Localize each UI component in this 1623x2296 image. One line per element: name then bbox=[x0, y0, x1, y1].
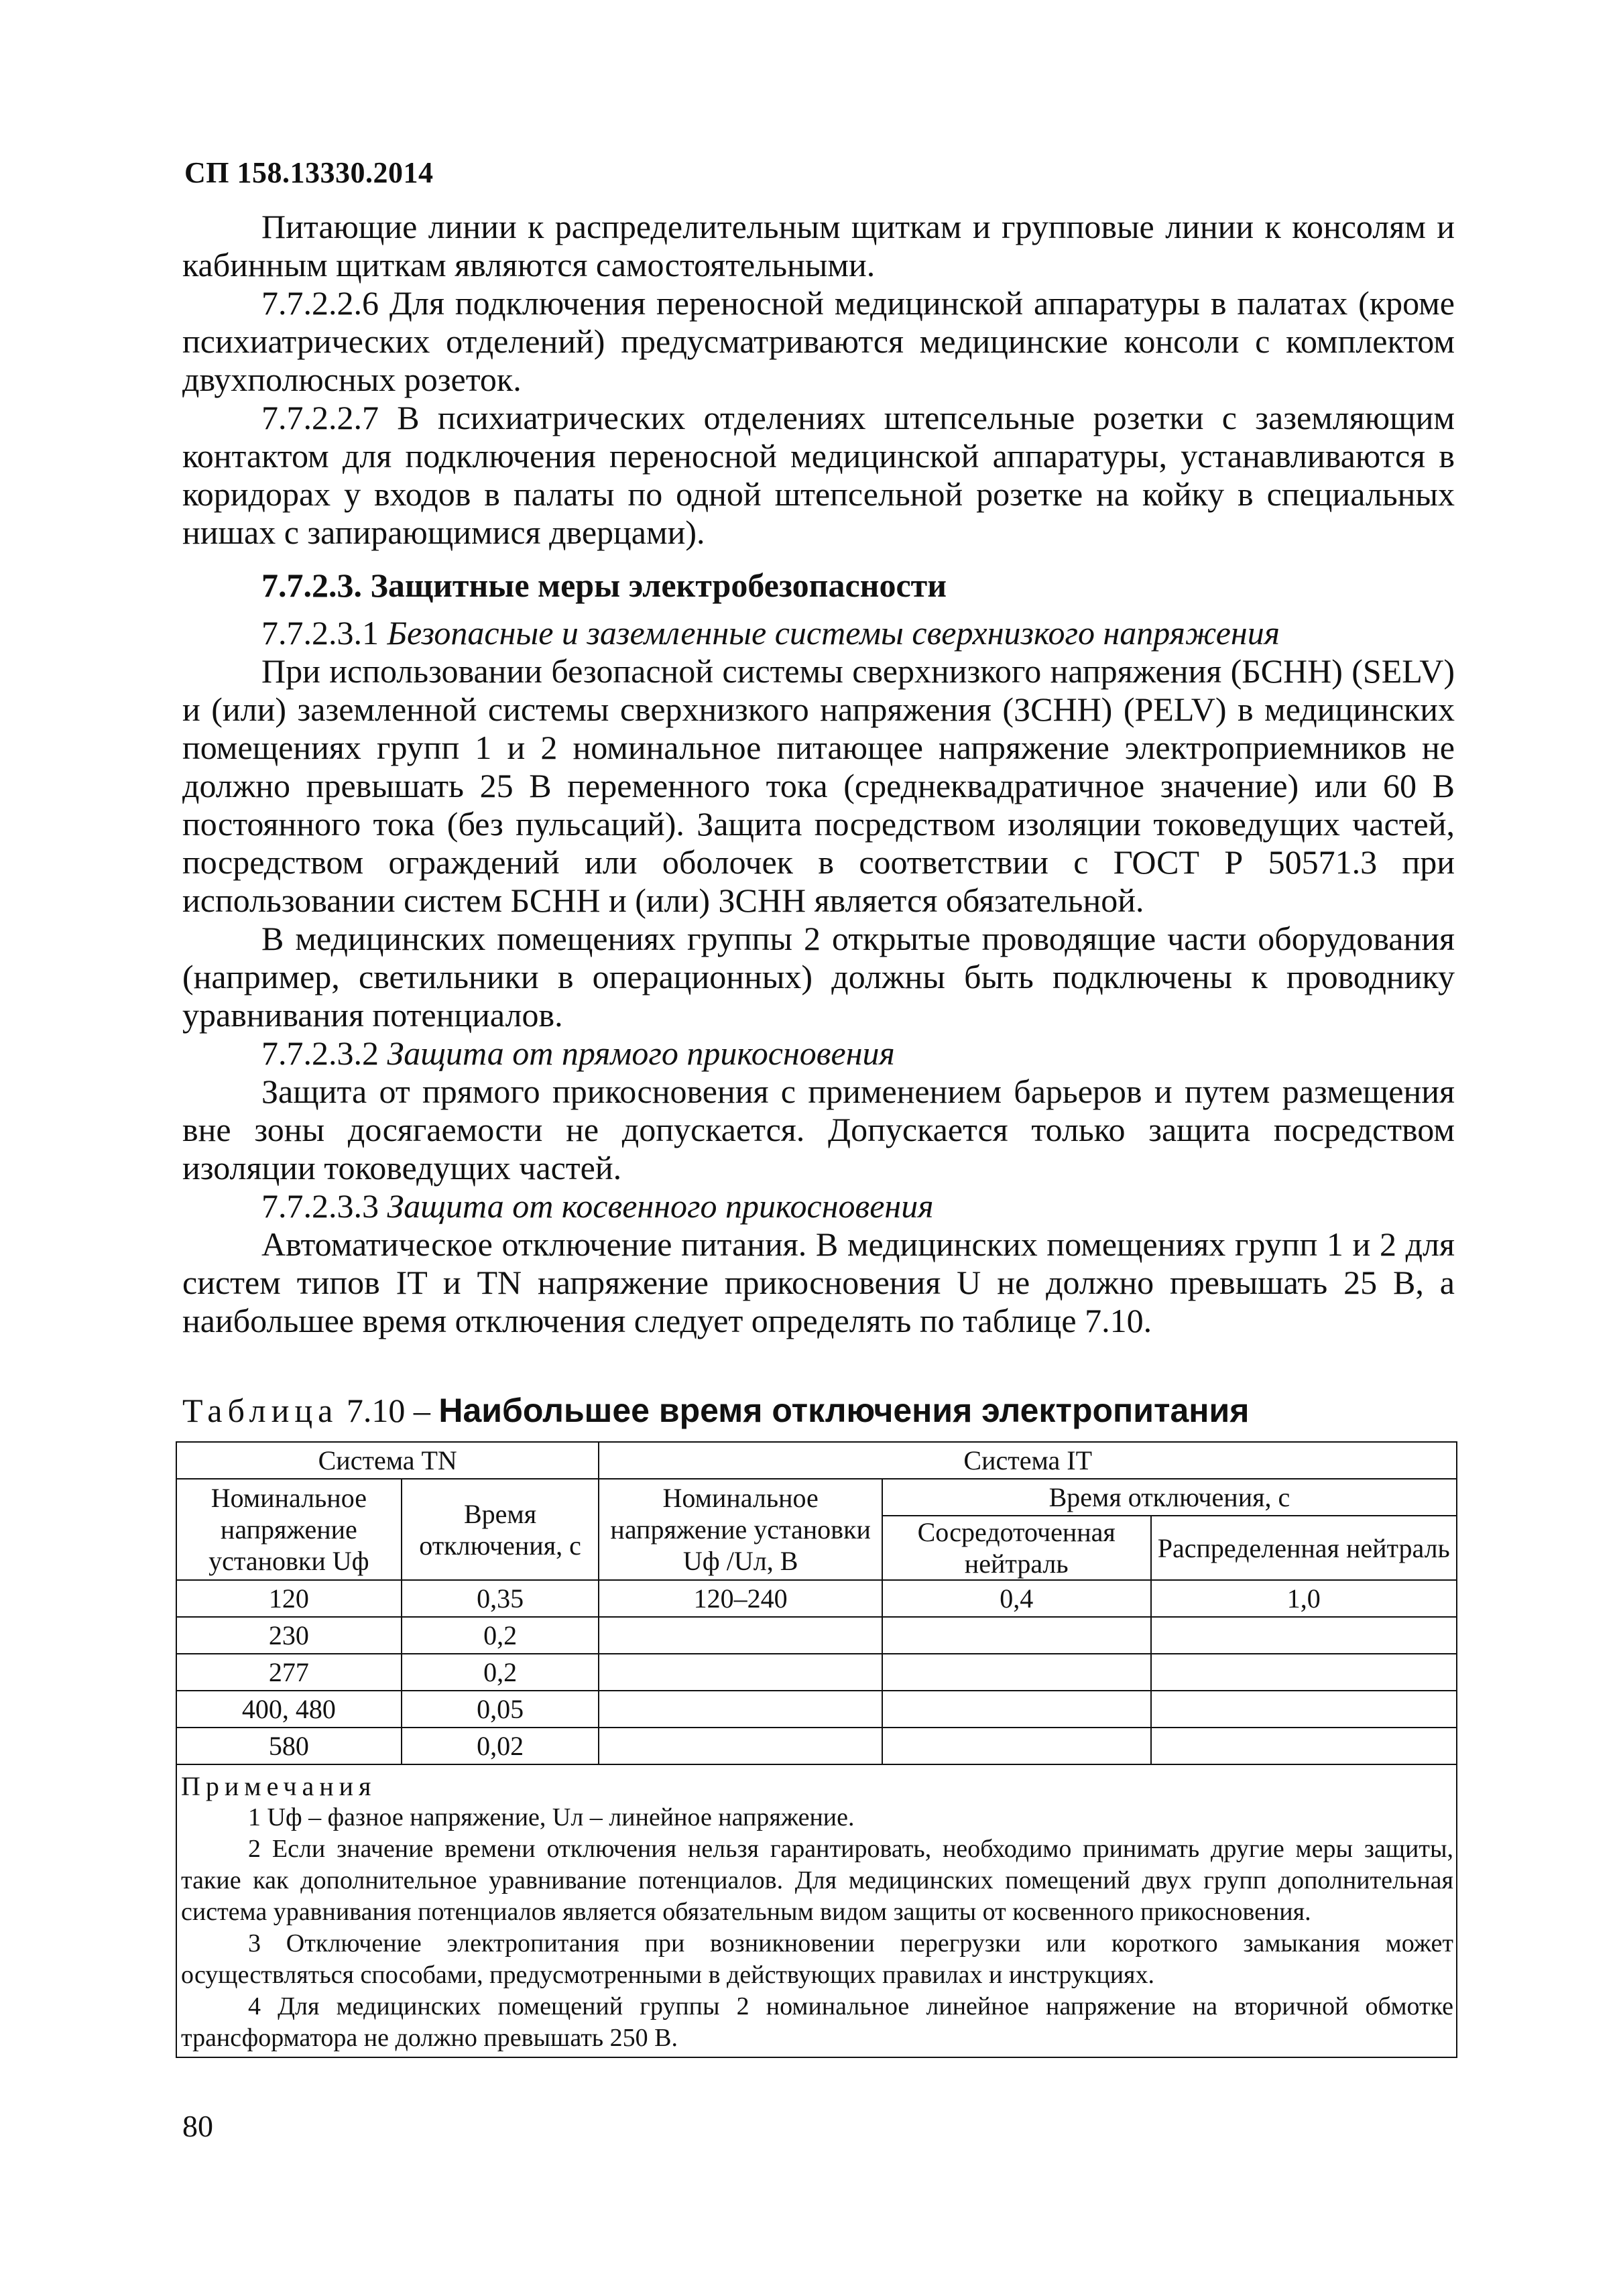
table-caption-label: Таблица bbox=[182, 1392, 339, 1429]
header-distributed-neutral: Распределенная нейтраль bbox=[1151, 1516, 1457, 1580]
cell-it-distributed bbox=[1151, 1654, 1457, 1691]
notes-title: Примечания bbox=[181, 1771, 377, 1801]
cell-tn-time: 0,2 bbox=[402, 1617, 599, 1654]
note-1: 1 Uф – фазное напряжение, Uл – линейное напряжение. bbox=[248, 1803, 855, 1831]
paragraph-automatic-disconnection: Автоматическое отключение питания. В медицинских помещениях групп 1 и 2 для систем типов IT и TN напряжение прикосновения U не должно превышать 25 В, а наибольшее время отключения следует определять по таблице 7.10. bbox=[182, 1225, 1455, 1339]
table-caption-title: Наибольшее время отключения электропитания bbox=[438, 1392, 1250, 1429]
cell-tn-voltage: 277 bbox=[176, 1654, 402, 1691]
table-notes bbox=[176, 1764, 1457, 2057]
cell-it-distributed bbox=[1151, 1728, 1457, 1764]
header-concentrated-neutral: Сосредоточенная нейтраль bbox=[882, 1516, 1151, 1580]
cell-it-distributed: 1,0 bbox=[1151, 1580, 1457, 1617]
table-caption-number: 7.10 – bbox=[346, 1392, 430, 1429]
header-it-disconnection-time: Время отключения, с bbox=[882, 1479, 1457, 1516]
subsection-number: 7.7.2.3.1 bbox=[261, 614, 379, 652]
cell-it-concentrated bbox=[882, 1728, 1151, 1764]
subsection-title: Безопасные и заземленные системы сверхнизкого напряжения bbox=[387, 614, 1280, 652]
cell-tn-voltage: 120 bbox=[176, 1580, 402, 1617]
header-system-tn: Система TN bbox=[176, 1442, 599, 1479]
header-tn-nominal-voltage: Номинальное напряжение установки Uф bbox=[176, 1479, 402, 1580]
table-row bbox=[176, 1580, 1457, 1617]
subsection-7-7-2-3-1 bbox=[182, 614, 1455, 652]
cell-it-voltage bbox=[599, 1728, 882, 1764]
paragraph-group-2-conductive-parts: В медицинских помещениях группы 2 открытые проводящие части оборудования (например, светильники в операционных) должны быть подключены к проводнику уравнивания потенциалов. bbox=[182, 920, 1455, 1034]
cell-it-concentrated bbox=[882, 1691, 1151, 1728]
document-code-header: СП 158.13330.2014 bbox=[184, 156, 434, 189]
cell-tn-time: 0,35 bbox=[402, 1580, 599, 1617]
subsection-title: Защита от прямого прикосновения bbox=[387, 1034, 895, 1072]
cell-tn-voltage: 580 bbox=[176, 1728, 402, 1764]
cell-tn-time: 0,2 bbox=[402, 1654, 599, 1691]
cell-tn-time: 0,05 bbox=[402, 1691, 599, 1728]
header-tn-disconnection-time: Время отключения, с bbox=[402, 1479, 599, 1580]
table-header-row-1 bbox=[176, 1442, 1457, 1479]
cell-tn-voltage: 230 bbox=[176, 1617, 402, 1654]
paragraph-7-7-2-2-6: 7.7.2.2.6 Для подключения переносной медицинской аппаратуры в палатах (кроме психиатрических отделений) предусматриваются медицинские консоли с комплектом двухполюсных розеток. bbox=[182, 284, 1455, 398]
table-header-row-2 bbox=[176, 1479, 1457, 1516]
cell-it-voltage bbox=[599, 1617, 882, 1654]
cell-tn-time: 0,02 bbox=[402, 1728, 599, 1764]
note-3: 3 Отключение электропитания при возникновении перегрузки или короткого замыкания может осуществляться способами, предусмотренными в действующих правилах и инструкциях. bbox=[181, 1929, 1453, 1989]
cell-it-distributed bbox=[1151, 1691, 1457, 1728]
subsection-number: 7.7.2.3.3 bbox=[261, 1187, 379, 1225]
cell-it-concentrated: 0,4 bbox=[882, 1580, 1151, 1617]
cell-it-voltage: 120–240 bbox=[599, 1580, 882, 1617]
cell-it-concentrated bbox=[882, 1654, 1151, 1691]
disconnection-time-table bbox=[176, 1441, 1457, 2058]
header-it-nominal-voltage: Номинальное напряжение установки Uф /Uл, В bbox=[599, 1479, 882, 1580]
table-notes-row bbox=[176, 1764, 1457, 2057]
paragraph-selv-pelv: При использовании безопасной системы сверхнизкого напряжения (БСНН) (SELV) и (или) заземленной системы сверхнизкого напряжения (ЗСНН) (PELV) в медицинских помещениях групп 1 и 2 номинальное питающее напряжение электроприемников не должно превышать 25 В переменного тока (среднеквадратичное значение) или 60 В постоянного тока (без пульсаций). Защита посредством изоляции токоведущих частей, посредством ограждений или оболочек в соответствии с ГОСТ Р 50571.3 при использовании систем БСНН и (или) ЗСНН является обязательной. bbox=[182, 652, 1455, 919]
cell-tn-voltage: 400, 480 bbox=[176, 1691, 402, 1728]
subsection-title: Защита от косвенного прикосновения bbox=[387, 1187, 934, 1225]
table-caption bbox=[182, 1391, 1249, 1430]
body-text bbox=[182, 208, 1455, 1340]
subsection-7-7-2-3-2 bbox=[182, 1034, 1455, 1073]
page-number: 80 bbox=[182, 2109, 213, 2143]
paragraph-feeder-lines: Питающие линии к распределительным щиткам и групповые линии к консолям и кабинным щиткам являются самостоятельными. bbox=[182, 208, 1455, 284]
table-row bbox=[176, 1691, 1457, 1728]
cell-it-distributed bbox=[1151, 1617, 1457, 1654]
cell-it-voltage bbox=[599, 1691, 882, 1728]
note-2: 2 Если значение времени отключения нельзя гарантировать, необходимо принимать другие меры защиты, такие как дополнительное уравнивание потенциалов. Для медицинских помещений двух групп дополнительная система уравнивания потенциалов является обязательным видом защиты от косвенного прикосновения. bbox=[181, 1835, 1453, 1926]
paragraph-direct-contact: Защита от прямого прикосновения с применением барьеров и путем размещения вне зоны досягаемости не допускается. Допускается только защита посредством изоляции токоведущих частей. bbox=[182, 1073, 1455, 1187]
cell-it-concentrated bbox=[882, 1617, 1151, 1654]
subsection-7-7-2-3-3 bbox=[182, 1187, 1455, 1225]
table-row bbox=[176, 1728, 1457, 1764]
paragraph-7-7-2-2-7: 7.7.2.2.7 В психиатрических отделениях штепсельные розетки с заземляющим контактом для подключения переносной медицинской аппаратуры, устанавливаются в коридорах у входов в палаты по одной штепсельной розетке на койку в специальных нишах с запирающимися дверцами). bbox=[182, 399, 1455, 551]
cell-it-voltage bbox=[599, 1654, 882, 1691]
table-row bbox=[176, 1654, 1457, 1691]
header-system-it: Система IT bbox=[599, 1442, 1457, 1479]
subsection-number: 7.7.2.3.2 bbox=[261, 1034, 379, 1072]
table-row bbox=[176, 1617, 1457, 1654]
section-heading-7-7-2-3: 7.7.2.3. Защитные меры электробезопасности bbox=[261, 566, 947, 604]
note-4: 4 Для медицинских помещений группы 2 номинальное линейное напряжение на вторичной обмотке трансформатора не должно превышать 250 В. bbox=[181, 1992, 1453, 2052]
